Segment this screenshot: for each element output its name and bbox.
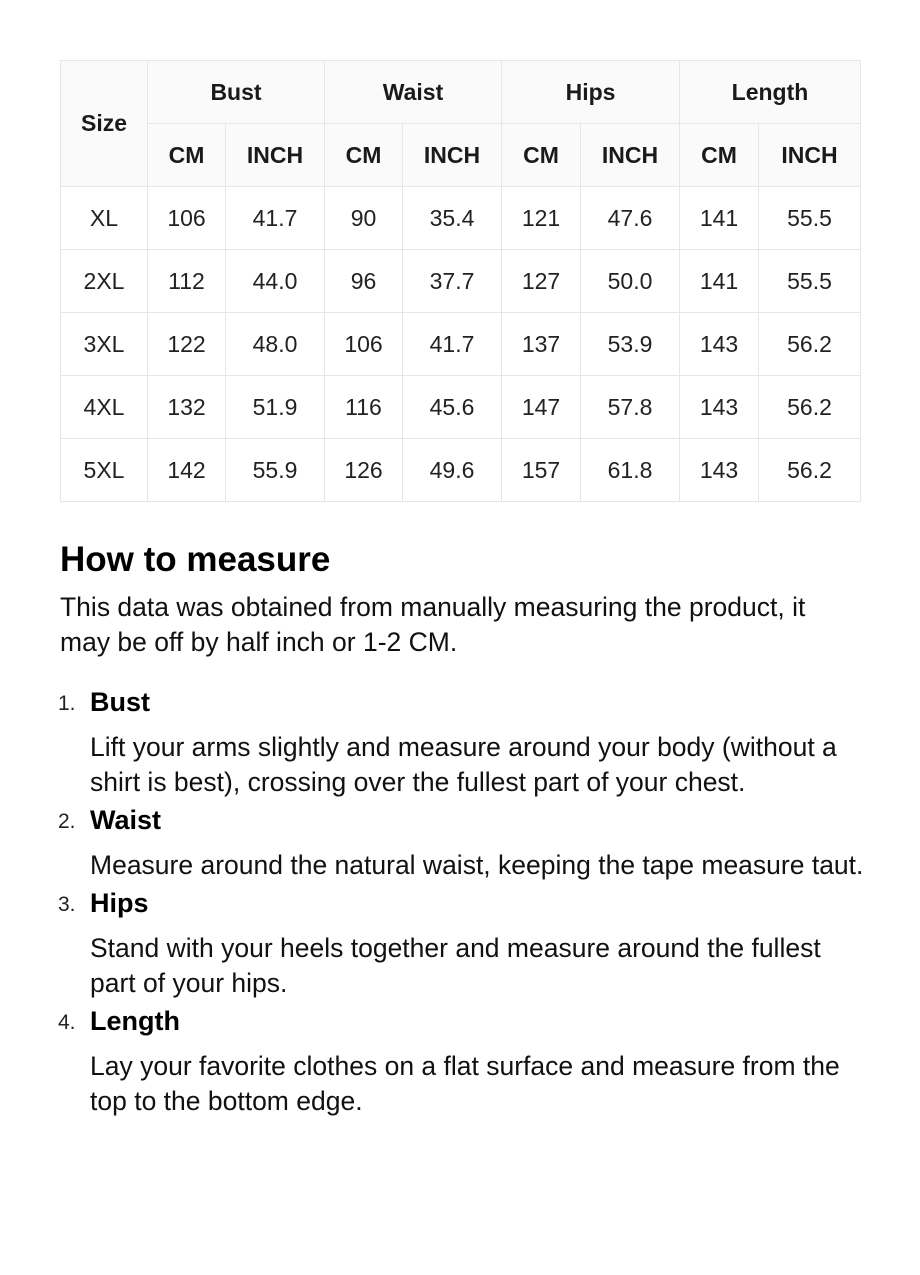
table-cell: 56.2 [759, 376, 861, 439]
table-cell: 106 [148, 187, 226, 250]
step-number: 4. [58, 1011, 76, 1034]
table-cell: 57.8 [581, 376, 680, 439]
header-unit: CM [325, 124, 403, 187]
header-unit: CM [148, 124, 226, 187]
table-cell: 112 [148, 250, 226, 313]
table-cell: 55.9 [226, 439, 325, 502]
size-chart-table [60, 60, 861, 502]
step-number: 2. [58, 810, 76, 833]
header-unit: CM [680, 124, 759, 187]
table-cell: 90 [325, 187, 403, 250]
table-cell: 143 [680, 376, 759, 439]
table-cell-size: 3XL [61, 313, 148, 376]
table-cell: 116 [325, 376, 403, 439]
header-unit: CM [502, 124, 581, 187]
table-cell: 41.7 [226, 187, 325, 250]
list-item [58, 800, 864, 883]
how-to-measure-intro: This data was obtained from manually measuring the product, it may be off by half inch or 1-2 CM. [60, 592, 806, 657]
table-cell: 49.6 [403, 439, 502, 502]
table-cell: 106 [325, 313, 403, 376]
table-cell: 96 [325, 250, 403, 313]
table-cell: 132 [148, 376, 226, 439]
step-description: Stand with your heels together and measure around the fullest part of your hips. [90, 933, 821, 998]
table-row [61, 187, 861, 250]
table-cell: 126 [325, 439, 403, 502]
header-unit: INCH [226, 124, 325, 187]
table-header-units [61, 124, 861, 187]
table-cell: 147 [502, 376, 581, 439]
list-item [60, 883, 860, 1001]
table-header-groups [61, 61, 861, 124]
table-cell: 121 [502, 187, 581, 250]
table-cell: 50.0 [581, 250, 680, 313]
measure-steps-list [58, 682, 864, 1119]
table-cell: 141 [680, 187, 759, 250]
list-item [60, 1001, 860, 1119]
header-unit: INCH [581, 124, 680, 187]
table-cell: 53.9 [581, 313, 680, 376]
step-description: Lay your favorite clothes on a flat surface and measure from the top to the bottom edge. [90, 1051, 840, 1116]
table-cell-size: XL [61, 187, 148, 250]
size-guide-page [58, 60, 864, 1116]
step-number: 1. [58, 692, 76, 715]
step-title: Length [90, 1006, 180, 1036]
table-cell: 141 [680, 250, 759, 313]
table-row [61, 250, 861, 313]
table-cell: 55.5 [759, 187, 861, 250]
header-group-bust: Bust [148, 61, 325, 124]
step-title: Waist [90, 805, 162, 835]
table-row [61, 313, 861, 376]
table-cell: 143 [680, 313, 759, 376]
step-title: Hips [90, 888, 149, 918]
table-cell: 48.0 [226, 313, 325, 376]
table-cell: 142 [148, 439, 226, 502]
table-cell-size: 5XL [61, 439, 148, 502]
table-cell: 37.7 [403, 250, 502, 313]
table-cell: 47.6 [581, 187, 680, 250]
table-cell: 56.2 [759, 313, 861, 376]
table-cell: 41.7 [403, 313, 502, 376]
step-description: Measure around the natural waist, keeping the tape measure taut. [90, 850, 864, 880]
table-cell-size: 4XL [61, 376, 148, 439]
list-item [60, 682, 860, 800]
header-group-length: Length [680, 61, 861, 124]
table-cell: 35.4 [403, 187, 502, 250]
table-cell: 143 [680, 439, 759, 502]
header-group-waist: Waist [325, 61, 502, 124]
table-cell: 127 [502, 250, 581, 313]
header-unit: INCH [759, 124, 861, 187]
table-cell: 56.2 [759, 439, 861, 502]
step-description: Lift your arms slightly and measure around your body (without a shirt is best), crossing over the fullest part of your chest. [90, 732, 837, 797]
header-size: Size [61, 61, 148, 187]
table-cell: 137 [502, 313, 581, 376]
step-title: Bust [90, 687, 150, 717]
table-cell: 55.5 [759, 250, 861, 313]
step-number: 3. [58, 893, 76, 916]
header-group-hips: Hips [502, 61, 680, 124]
how-to-measure-title: How to measure [60, 540, 331, 579]
header-unit: INCH [403, 124, 502, 187]
table-cell-size: 2XL [61, 250, 148, 313]
table-cell: 45.6 [403, 376, 502, 439]
table-row [61, 439, 861, 502]
table-cell: 122 [148, 313, 226, 376]
table-cell: 44.0 [226, 250, 325, 313]
table-cell: 51.9 [226, 376, 325, 439]
table-row [61, 376, 861, 439]
table-cell: 61.8 [581, 439, 680, 502]
table-cell: 157 [502, 439, 581, 502]
